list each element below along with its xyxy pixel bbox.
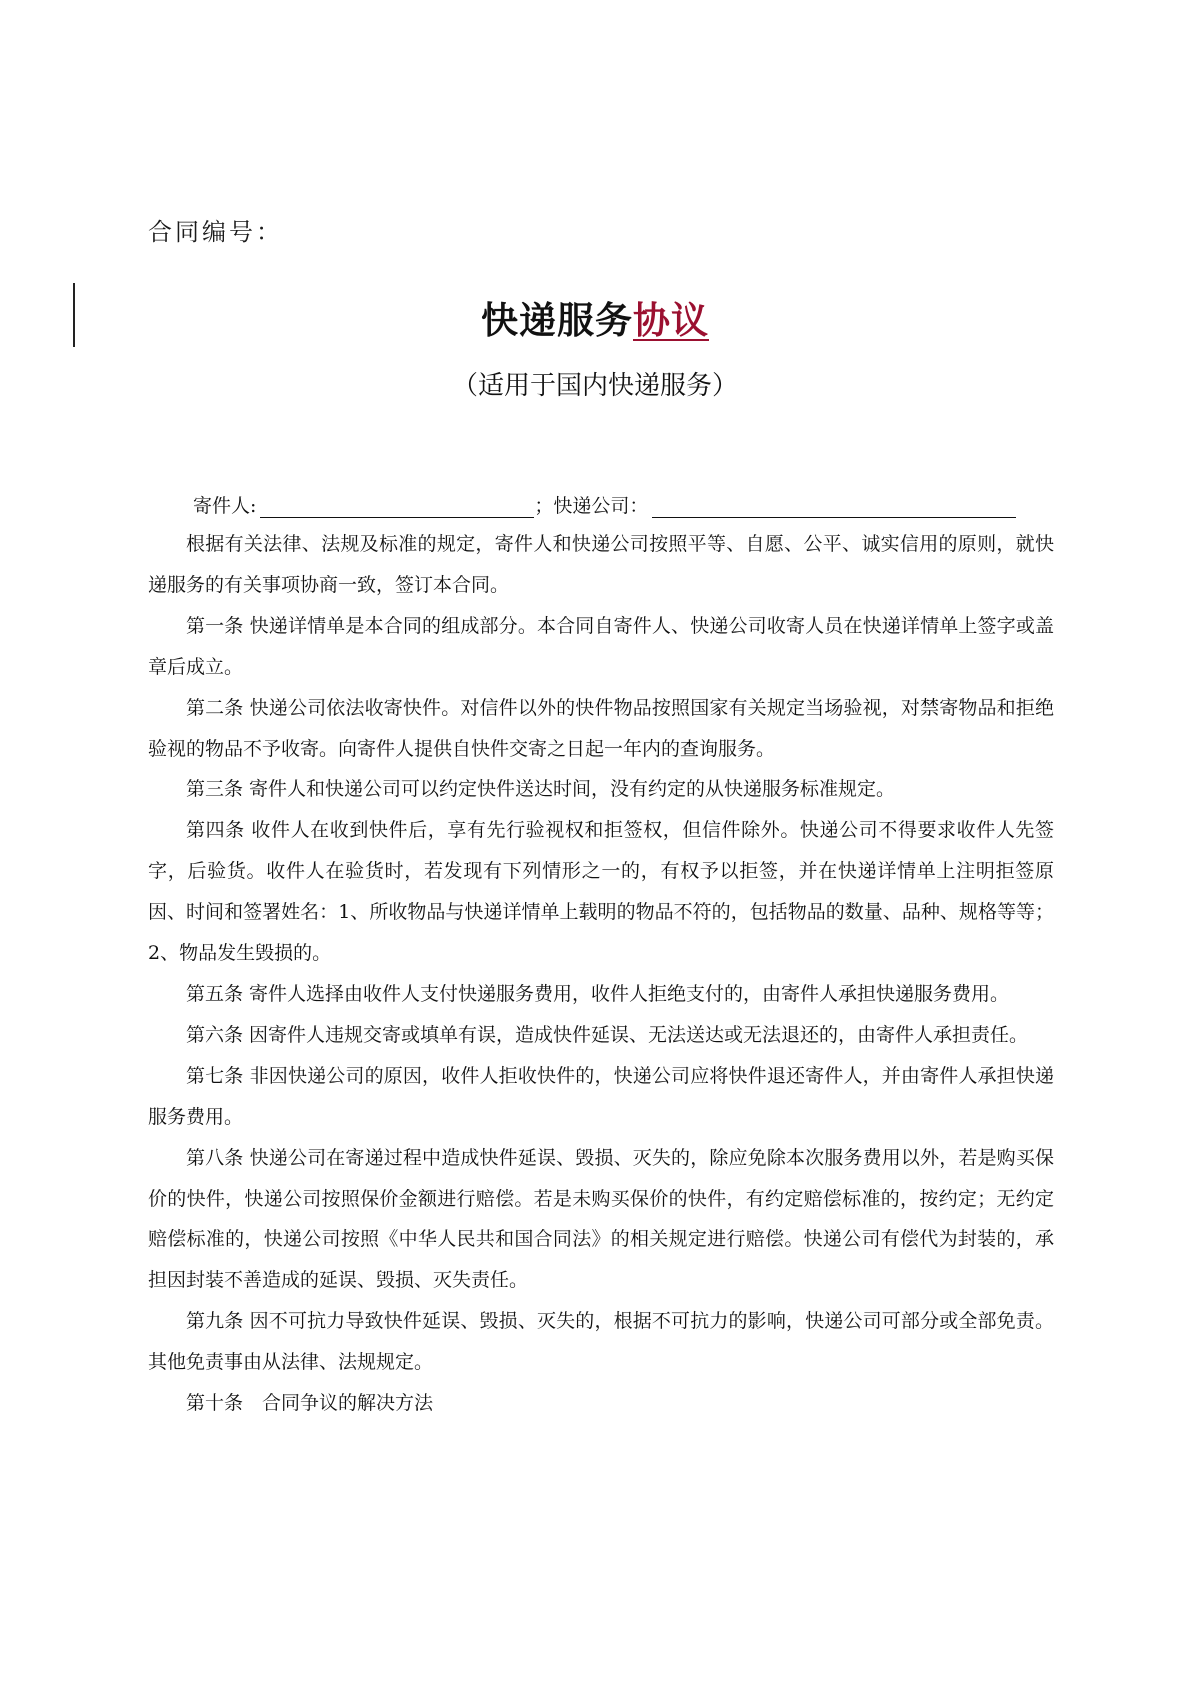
paragraph-preamble: 根据有关法律、法规及标准的规定，寄件人和快递公司按照平等、自愿、公平、诚实信用的原则，就快递服务的有关事项协商一致，签订本合同。 [148,533,1054,596]
courier-blank[interactable] [652,495,1016,518]
paragraph-article-1: 第一条 快递详情单是本合同的组成部分。本合同自寄件人、快递公司收寄人员在快递详情单上签字或盖章后成立。 [148,614,1054,678]
paragraph-article-8: 第八条 快递公司在寄递过程中造成快件延误、毁损、灭失的，除应免除本次服务费用以外，若是购买保价的快件，快递公司按照保价金额进行赔偿。若是未购买保价的快件，有约定赔偿标准的，按约定；无约定赔偿标准的，快递公司按照《中华人民共和国合同法》的相关规定进行赔偿。快递公司有偿代为封装的，承担因封装不善造成的延误、毁损、灭失责任。 [148,1146,1054,1292]
sender-blank[interactable] [260,495,534,518]
courier-label: 快递公司： [553,495,649,517]
paragraph-article-6: 第六条 因寄件人违规交寄或填单有误，造成快件延误、无法送达或无法退还的，由寄件人承担责任。 [186,1023,1029,1046]
paragraph-article-2: 第二条 快递公司依法收寄快件。对信件以外的快件物品按照国家有关规定当场验视，对禁寄物品和拒绝验视的物品不予收寄。向寄件人提供自快件交寄之日起一年内的查询服务。 [148,696,1054,760]
paragraph-article-9: 第九条 因不可抗力导致快件延误、毁损、灭失的，根据不可抗力的影响，快递公司可部分或全部免责。其他免责事由从法律、法规规定。 [148,1310,1054,1374]
title-accent: 协议 [633,299,709,342]
paragraph-article-4: 第四条 收件人在收到快件后，享有先行验视权和拒签权，但信件除外。快递公司不得要求收件人先签字，后验货。收件人在验货时，若发现有下列情形之一的，有权予以拒签，并在快递详情单上注明拒签原因、时间和签署姓名：1、所收物品与快递详情单上载明的物品不符的，包括物品的数量、品种、规格等等；2、物品发生毁损的。 [148,819,1054,965]
contract-number-label: 合同编号： [148,218,283,246]
parties-separator: ； [534,495,554,517]
document-subtitle: （适用于国内快递服务） [451,371,738,401]
parties-line [193,488,1063,518]
title-main: 快递服务 [481,299,633,342]
paragraph-article-5: 第五条 寄件人选择由收件人支付快递服务费用，收件人拒绝支付的，由寄件人承担快递服务费用。 [186,982,1010,1005]
paragraph-article-7: 第七条 非因快递公司的原因，收件人拒收快件的，快递公司应将快件退还寄件人，并由寄件人承担快递服务费用。 [148,1064,1054,1128]
paragraph-article-3: 第三条 寄件人和快递公司可以约定快件送达时间，没有约定的从快递服务标准规定。 [186,778,896,801]
sender-label: 寄件人: [193,495,257,517]
paragraph-article-10: 第十条 合同争议的解决方法 [186,1392,434,1415]
contract-body [148,524,1054,1424]
document-title [0,290,1190,344]
